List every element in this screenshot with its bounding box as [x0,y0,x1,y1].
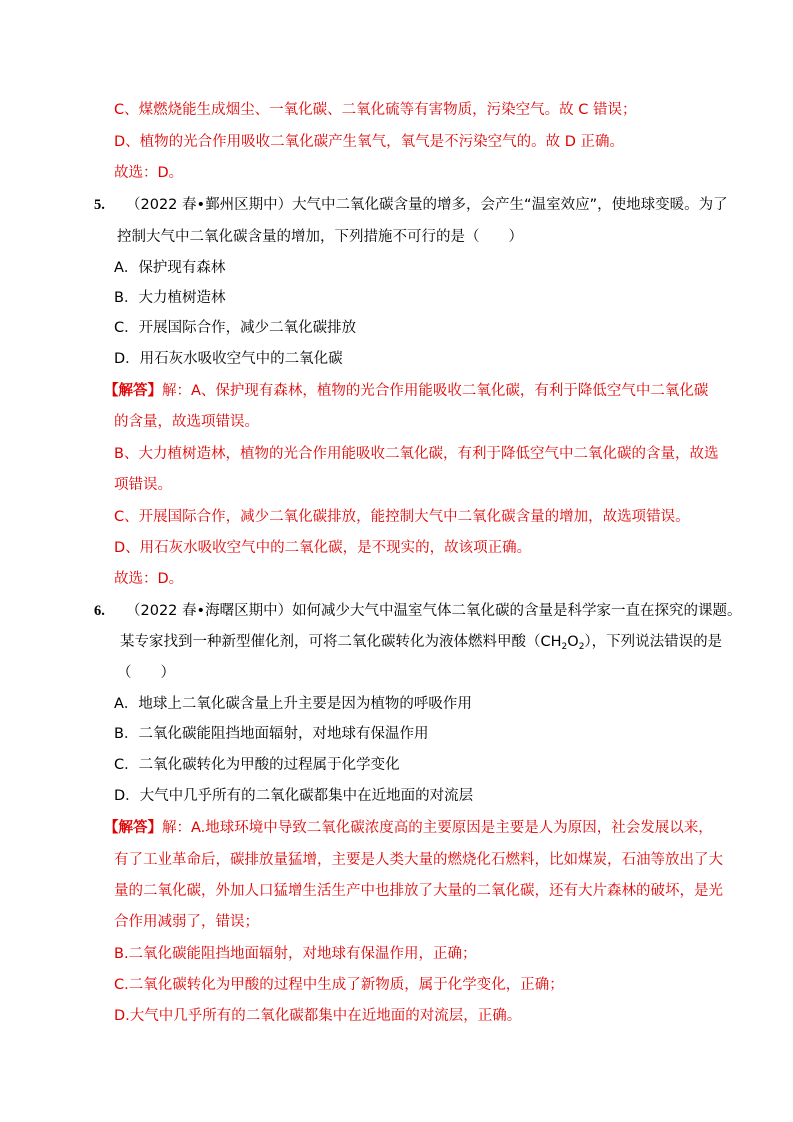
question-6-stem-line2-pre: 某专家找到一种新型催化剂，可将二氧化碳转化为液体燃料甲酸（CH [120,634,562,650]
question-6-option-c: C．二氧化碳转化为甲酸的过程属于化学变化 [114,757,400,773]
question-6-answer-line4: 合作用减弱了，错误； [114,914,259,930]
question-5-answer-line3: B、大力植树造林，植物的光合作用能吸收二氧化碳，有利于降低空气中二氧化碳的含量，故选 [114,446,719,462]
question-6-answer-tag: 【解答】 [104,820,162,836]
question-6-option-b: B．二氧化碳能阻挡地面辐射，对地球有保温作用 [114,726,429,742]
prev-answer-c: C、煤燃烧能生成烟尘、一氧化碳、二氧化硫等有害物质，污染空气。故 C 错误； [114,102,637,118]
question-6-answer-line6: C.二氧化碳转化为甲酸的过程中生成了新物质，属于化学变化，正确； [114,977,564,993]
question-5-answer-line1 [104,381,708,401]
question-6-stem-line1: （2022 春•海曙区期中）如何减少大气中温室气体二氧化碳的含量是科学家一直在探究的课题。 [126,603,742,619]
question-6-answer-text: 解：A.地球环境中导致二氧化碳浓度高的主要原因是主要是人为原因，社会发展以来， [162,820,713,836]
prev-answer-d: D、植物的光合作用吸收二氧化碳产生氧气，氧气是不污染空气的。故 D 正确。 [114,134,625,150]
question-5-answer-line6: D、用石灰水吸收空气中的二氧化碳，是不现实的，故该项正确。 [114,540,532,556]
question-6-answer-line5: B.二氧化碳能阻挡地面辐射，对地球有保温作用，正确； [114,946,477,962]
question-5-option-c: C．开展国际合作，减少二氧化碳排放 [114,320,357,336]
formula-oxygen: O [567,634,579,650]
question-6-stem-line2-post: ），下列说法错误的是 [584,634,723,650]
question-5-answer-text: 解：A、保护现有森林，植物的光合作用能吸收二氧化碳，有利于降低空气中二氧化碳 [162,383,709,399]
question-6-stem-line3: （ ） [117,665,175,681]
question-6-answer-line7: D.大气中几乎所有的二氧化碳都集中在近地面的对流层，正确。 [114,1008,522,1024]
formula-subscript-1: 2 [561,642,568,652]
question-6-option-d: D．大气中几乎所有的二氧化碳都集中在近地面的对流层 [114,788,474,804]
question-5-answer-line5: C、开展国际合作，减少二氧化碳排放，能控制大气中二氧化碳含量的增加，故选项错误。 [114,509,690,525]
question-6-number: 6. [94,603,105,619]
question-6-stem-line2 [120,632,722,652]
question-5-stem-line1: （2022 春•鄞州区期中）大气中二氧化碳含量的增多，会产生“温室效应”，使地球变暖。为了 [126,197,728,213]
question-5-stem-line2: 控制大气中二氧化碳含量的增加，下列措施不可行的是（ ） [117,229,523,245]
question-5-option-b: B．大力植树造林 [114,290,226,306]
question-5-option-a: A．保护现有森林 [114,260,226,276]
question-6-answer-line1 [104,818,713,838]
question-5-option-d: D．用石灰水吸收空气中的二氧化碳 [114,351,343,367]
question-5-answer-line2: 的含量，故选项错误。 [114,414,259,430]
question-6-answer-line2: 有了工业革命后，碳排放量猛增，主要是人类大量的燃烧化石燃料，比如煤炭，石油等放出了大 [114,852,723,868]
question-5-number: 5. [94,197,105,213]
question-5-conclusion: 故选：D。 [114,571,184,587]
question-6-option-a: A．地球上二氧化碳含量上升主要是因为植物的呼吸作用 [114,696,472,712]
prev-conclusion: 故选：D。 [114,165,184,181]
formula-subscript-2: 2 [578,642,585,652]
question-5-answer-line4: 项错误。 [114,477,172,493]
question-6-answer-line3: 量的二氧化碳，外加人口猛增生活生产中也排放了大量的二氧化碳，还有大片森林的破坏，是光 [114,883,723,899]
question-5-answer-tag: 【解答】 [104,383,162,399]
